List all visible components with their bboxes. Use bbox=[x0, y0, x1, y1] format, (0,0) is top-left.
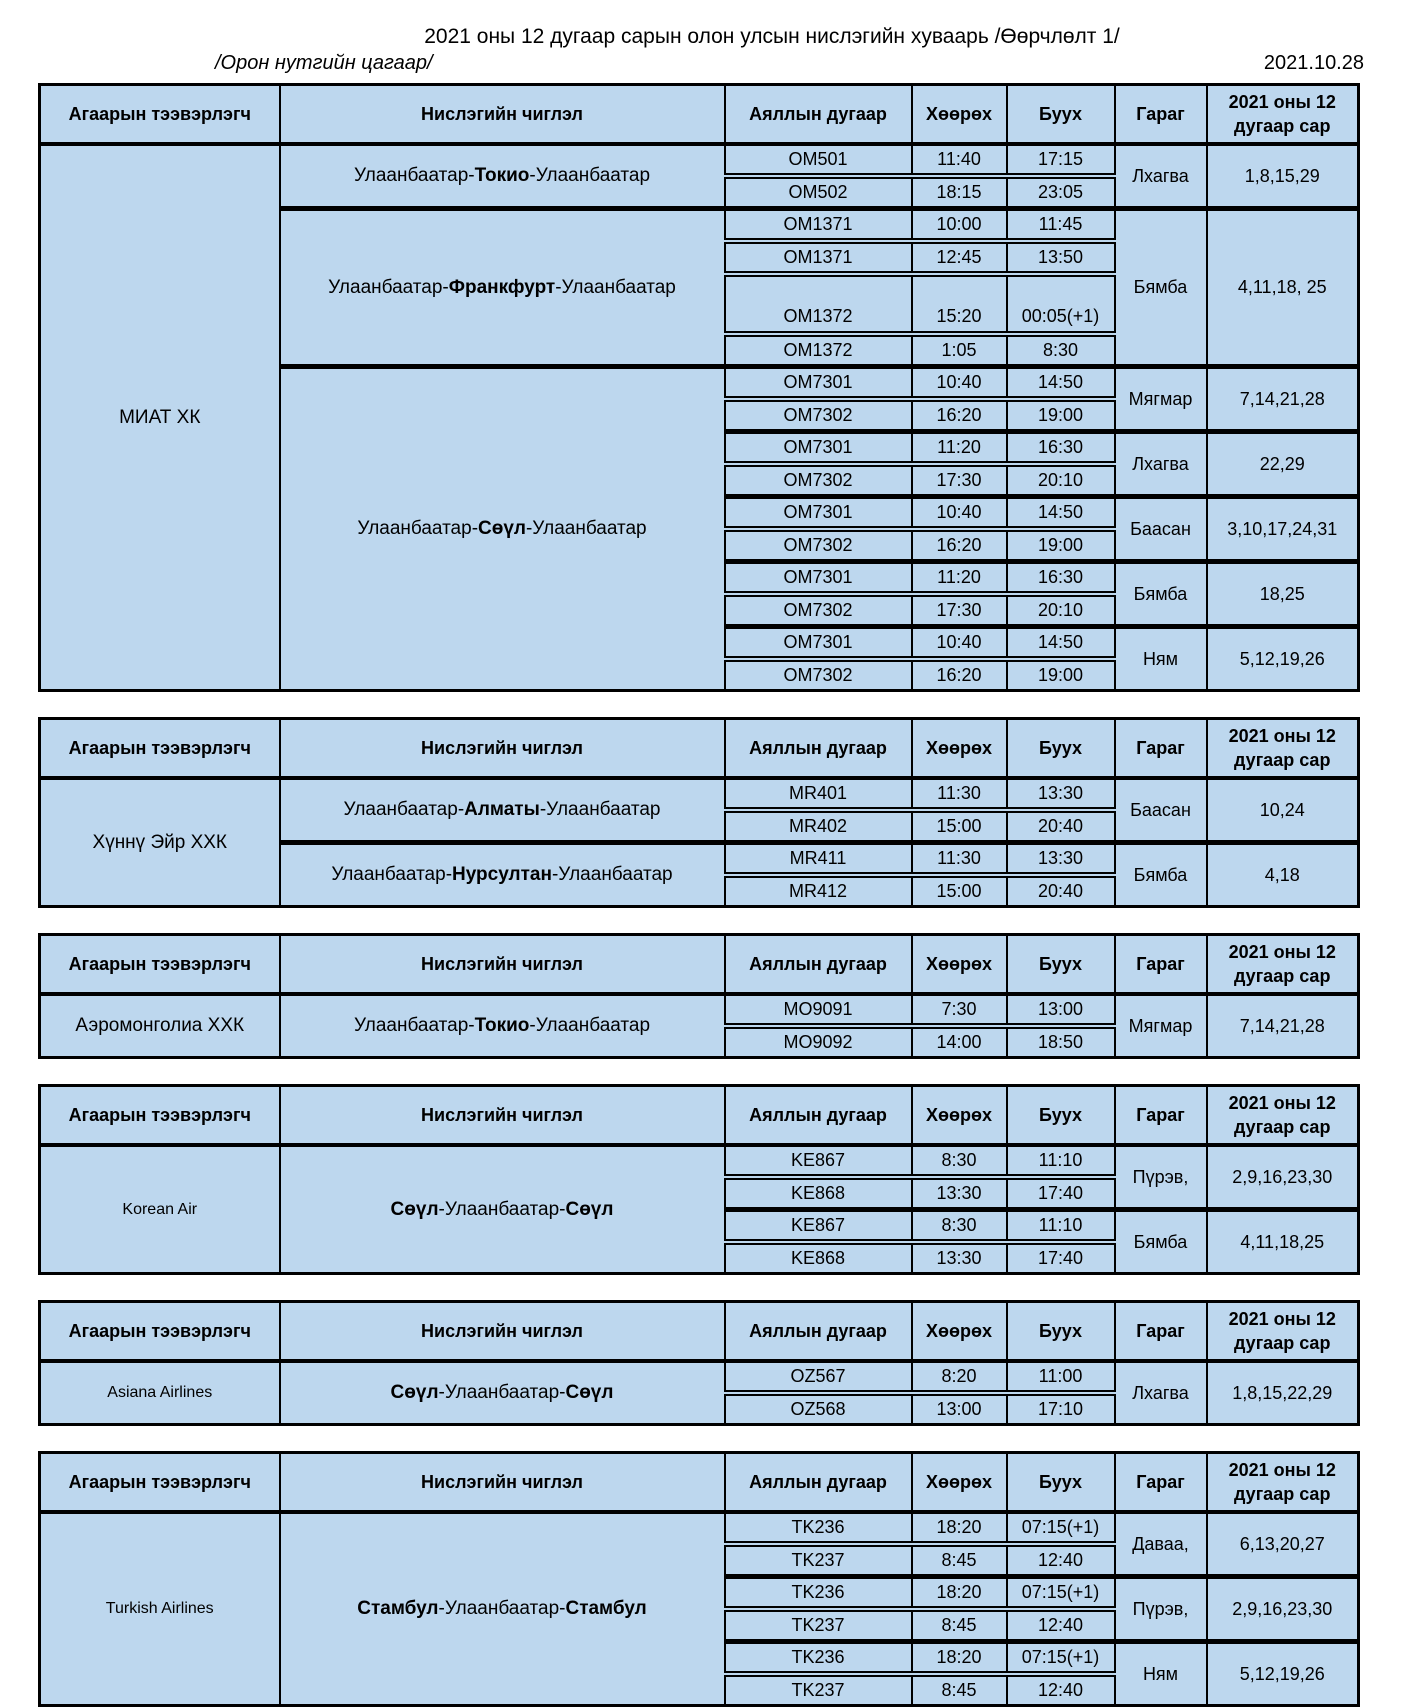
arrival-time-cell: 19:00 bbox=[1007, 529, 1115, 562]
flight-number-cell: MO9091 bbox=[725, 994, 912, 1026]
weekday-cell: Ням bbox=[1115, 1642, 1207, 1706]
departure-time-cell: 11:20 bbox=[912, 432, 1007, 465]
weekday-cell: Бямба bbox=[1115, 562, 1207, 627]
schedule-table bbox=[38, 83, 1360, 692]
route-cell bbox=[280, 1145, 725, 1274]
weekday-cell: Бямба bbox=[1115, 843, 1207, 907]
departure-time-cell: 16:20 bbox=[912, 399, 1007, 432]
departure-time-cell: 18:20 bbox=[912, 1577, 1007, 1610]
route-segment: Стамбул bbox=[565, 1598, 647, 1620]
column-header: Хөөрөх bbox=[912, 1302, 1007, 1362]
departure-time-cell: 16:20 bbox=[912, 529, 1007, 562]
column-header: Гараг bbox=[1115, 719, 1207, 779]
arrival-time-cell: 17:15 bbox=[1007, 144, 1115, 176]
flight-number-cell: OM7301 bbox=[725, 627, 912, 660]
column-header: Нислэгийн чиглэл bbox=[280, 1302, 725, 1362]
flight-row bbox=[40, 778, 1359, 810]
arrival-time-cell: 16:30 bbox=[1007, 432, 1115, 465]
schedule-table bbox=[38, 1451, 1360, 1707]
column-header: Хөөрөх bbox=[912, 85, 1007, 145]
route-segment: Сөүл bbox=[478, 518, 526, 540]
column-header: Гараг bbox=[1115, 1453, 1207, 1513]
arrival-time-cell: 18:50 bbox=[1007, 1026, 1115, 1058]
arrival-time-cell: 16:30 bbox=[1007, 562, 1115, 595]
column-header: Агаарын тээвэрлэгч bbox=[40, 1453, 280, 1513]
flight-number-cell: MR401 bbox=[725, 778, 912, 810]
departure-time-cell: 10:00 bbox=[912, 209, 1007, 242]
flight-number-cell: OM7301 bbox=[725, 367, 912, 400]
column-header: Гараг bbox=[1115, 1302, 1207, 1362]
dates-cell: 7,14,21,28 bbox=[1207, 994, 1359, 1058]
flight-row bbox=[40, 1512, 1359, 1544]
flight-row bbox=[40, 1361, 1359, 1393]
flight-number-cell: OM7302 bbox=[725, 399, 912, 432]
route-segment: Улаанбаатар- bbox=[357, 518, 479, 540]
flight-number-cell: OM1371 bbox=[725, 209, 912, 242]
column-header: Хөөрөх bbox=[912, 719, 1007, 779]
departure-time-cell: 13:30 bbox=[912, 1177, 1007, 1210]
route-segment: Сөүл bbox=[390, 1198, 439, 1220]
arrival-time-cell: 17:40 bbox=[1007, 1177, 1115, 1210]
column-header: 2021 оны 12 дугаар сар bbox=[1207, 935, 1359, 995]
column-header: Нислэгийн чиглэл bbox=[280, 1086, 725, 1146]
route-segment: Улаанбаатар- bbox=[331, 864, 453, 886]
column-header: Буух bbox=[1007, 719, 1115, 779]
title-block bbox=[0, 0, 1404, 75]
flight-number-cell: OM7302 bbox=[725, 529, 912, 562]
weekday-cell: Лхагва bbox=[1115, 432, 1207, 497]
carrier-cell: МИАТ ХК bbox=[40, 144, 280, 691]
arrival-time-cell: 14:50 bbox=[1007, 627, 1115, 660]
route-cell bbox=[280, 144, 725, 209]
flight-number-cell: OM1371 bbox=[725, 241, 912, 274]
flight-number-cell: OM7301 bbox=[725, 432, 912, 465]
route-segment: Сөүл bbox=[565, 1382, 614, 1404]
flight-number-cell: OM7301 bbox=[725, 497, 912, 530]
route-cell bbox=[280, 994, 725, 1058]
arrival-time-cell: 19:00 bbox=[1007, 659, 1115, 691]
flight-number-cell: TK237 bbox=[725, 1674, 912, 1706]
flight-row bbox=[40, 1145, 1359, 1177]
carrier-cell: Аэромонголиа ХХК bbox=[40, 994, 280, 1058]
route-segment: -Улаанбаатар bbox=[525, 518, 647, 540]
route-segment: Улаанбаатар- bbox=[328, 276, 449, 298]
column-header: 2021 оны 12 дугаар сар bbox=[1207, 1453, 1359, 1513]
flight-number-cell: OM501 bbox=[725, 144, 912, 176]
arrival-time-cell: 13:30 bbox=[1007, 778, 1115, 810]
departure-time-cell: 8:45 bbox=[912, 1544, 1007, 1577]
column-header: Хөөрөх bbox=[912, 1453, 1007, 1513]
arrival-time-cell: 11:00 bbox=[1007, 1361, 1115, 1393]
flight-number-cell: OZ567 bbox=[725, 1361, 912, 1393]
dates-cell: 1,8,15,29 bbox=[1207, 144, 1359, 209]
arrival-time-cell: 11:10 bbox=[1007, 1145, 1115, 1177]
route-segment: Сөүл bbox=[565, 1198, 614, 1220]
weekday-cell: Пүрэв, bbox=[1115, 1577, 1207, 1642]
route-segment: Сөүл bbox=[390, 1382, 439, 1404]
departure-time-cell: 18:20 bbox=[912, 1642, 1007, 1675]
dates-cell: 7,14,21,28 bbox=[1207, 367, 1359, 432]
dates-cell: 4,18 bbox=[1207, 843, 1359, 907]
column-header: Аяллын дугаар bbox=[725, 719, 912, 779]
column-header: Агаарын тээвэрлэгч bbox=[40, 1086, 280, 1146]
arrival-time-cell: 17:40 bbox=[1007, 1242, 1115, 1274]
dates-cell: 6,13,20,27 bbox=[1207, 1512, 1359, 1577]
column-header: Буух bbox=[1007, 1086, 1115, 1146]
departure-time-cell: 10:40 bbox=[912, 627, 1007, 660]
carrier-cell: Asiana Airlines bbox=[40, 1361, 280, 1425]
route-segment: -Улаанбаатар bbox=[555, 276, 676, 298]
arrival-time-cell: 07:15(+1) bbox=[1007, 1512, 1115, 1544]
flight-number-cell: OZ568 bbox=[725, 1393, 912, 1425]
column-header: Аяллын дугаар bbox=[725, 85, 912, 145]
route-segment: Стамбул bbox=[357, 1598, 439, 1620]
departure-time-cell: 11:40 bbox=[912, 144, 1007, 176]
arrival-time-cell: 00:05(+1) bbox=[1007, 274, 1115, 334]
column-header: Агаарын тээвэрлэгч bbox=[40, 719, 280, 779]
arrival-time-cell: 20:40 bbox=[1007, 875, 1115, 907]
arrival-time-cell: 20:10 bbox=[1007, 464, 1115, 497]
flight-row bbox=[40, 994, 1359, 1026]
column-header: Аяллын дугаар bbox=[725, 1302, 912, 1362]
flight-number-cell: MO9092 bbox=[725, 1026, 912, 1058]
weekday-cell: Бямба bbox=[1115, 209, 1207, 367]
arrival-time-cell: 19:00 bbox=[1007, 399, 1115, 432]
carrier-cell: Korean Air bbox=[40, 1145, 280, 1274]
flight-number-cell: TK236 bbox=[725, 1642, 912, 1675]
flight-number-cell: TK236 bbox=[725, 1512, 912, 1544]
departure-time-cell: 11:30 bbox=[912, 778, 1007, 810]
schedule-table bbox=[38, 717, 1360, 908]
dates-cell: 18,25 bbox=[1207, 562, 1359, 627]
column-header: Нислэгийн чиглэл bbox=[280, 1453, 725, 1513]
arrival-time-cell: 14:50 bbox=[1007, 497, 1115, 530]
dates-cell: 3,10,17,24,31 bbox=[1207, 497, 1359, 562]
weekday-cell: Лхагва bbox=[1115, 1361, 1207, 1425]
route-cell bbox=[280, 778, 725, 843]
route-cell bbox=[280, 1361, 725, 1425]
dates-cell: 2,9,16,23,30 bbox=[1207, 1145, 1359, 1210]
weekday-cell: Бямба bbox=[1115, 1210, 1207, 1274]
arrival-time-cell: 8:30 bbox=[1007, 334, 1115, 367]
flight-number-cell: KE868 bbox=[725, 1242, 912, 1274]
dates-cell: 4,11,18,25 bbox=[1207, 1210, 1359, 1274]
arrival-time-cell: 12:40 bbox=[1007, 1609, 1115, 1642]
weekday-cell: Ням bbox=[1115, 627, 1207, 691]
arrival-time-cell: 12:40 bbox=[1007, 1544, 1115, 1577]
departure-time-cell: 10:40 bbox=[912, 367, 1007, 400]
departure-time-cell: 1:05 bbox=[912, 334, 1007, 367]
arrival-time-cell: 17:10 bbox=[1007, 1393, 1115, 1425]
weekday-cell: Баасан bbox=[1115, 497, 1207, 562]
column-header: Хөөрөх bbox=[912, 1086, 1007, 1146]
departure-time-cell: 15:00 bbox=[912, 810, 1007, 843]
subtitle-row bbox=[215, 52, 1364, 75]
dates-cell: 10,24 bbox=[1207, 778, 1359, 843]
flight-row bbox=[40, 144, 1359, 176]
arrival-time-cell: 07:15(+1) bbox=[1007, 1577, 1115, 1610]
departure-time-cell: 18:15 bbox=[912, 176, 1007, 209]
column-header: Буух bbox=[1007, 85, 1115, 145]
departure-time-cell: 17:30 bbox=[912, 594, 1007, 627]
route-cell bbox=[280, 843, 725, 907]
weekday-cell: Мягмар bbox=[1115, 994, 1207, 1058]
arrival-time-cell: 13:00 bbox=[1007, 994, 1115, 1026]
carrier-cell: Turkish Airlines bbox=[40, 1512, 280, 1706]
departure-time-cell: 18:20 bbox=[912, 1512, 1007, 1544]
dates-cell: 5,12,19,26 bbox=[1207, 627, 1359, 691]
departure-time-cell: 15:00 bbox=[912, 875, 1007, 907]
column-header: Гараг bbox=[1115, 1086, 1207, 1146]
departure-time-cell: 15:20 bbox=[912, 274, 1007, 334]
column-header: Агаарын тээвэрлэгч bbox=[40, 1302, 280, 1362]
dates-cell: 1,8,15,22,29 bbox=[1207, 1361, 1359, 1425]
flight-number-cell: MR411 bbox=[725, 843, 912, 876]
weekday-cell: Мягмар bbox=[1115, 367, 1207, 432]
departure-time-cell: 11:30 bbox=[912, 843, 1007, 876]
column-header: 2021 оны 12 дугаар сар bbox=[1207, 1086, 1359, 1146]
flight-number-cell: TK237 bbox=[725, 1609, 912, 1642]
column-header: Гараг bbox=[1115, 85, 1207, 145]
departure-time-cell: 13:00 bbox=[912, 1393, 1007, 1425]
route-segment: -Улаанбаатар bbox=[529, 165, 651, 187]
column-header: Гараг bbox=[1115, 935, 1207, 995]
route-segment: Франкфурт bbox=[448, 276, 556, 298]
route-segment: Нурсултан bbox=[452, 864, 552, 886]
flight-number-cell: TK236 bbox=[725, 1577, 912, 1610]
schedule-table bbox=[38, 1300, 1360, 1426]
flight-number-cell: OM7302 bbox=[725, 659, 912, 691]
page-title: 2021 оны 12 дугаар сарын олон улсын нислэгийн хуваарь /Өөрчлөлт 1/ bbox=[424, 25, 1120, 48]
flight-number-cell: OM1372 bbox=[725, 274, 912, 334]
arrival-time-cell: 23:05 bbox=[1007, 176, 1115, 209]
route-segment: -Улаанбаатар- bbox=[438, 1198, 566, 1220]
timezone-note: /Орон нутгийн цагаар/ bbox=[215, 52, 433, 75]
flight-number-cell: OM7302 bbox=[725, 464, 912, 497]
arrival-time-cell: 13:50 bbox=[1007, 241, 1115, 274]
column-header: Хөөрөх bbox=[912, 935, 1007, 995]
route-segment: -Улаанбаатар- bbox=[438, 1598, 566, 1620]
dates-cell: 2,9,16,23,30 bbox=[1207, 1577, 1359, 1642]
route-segment: Токио bbox=[474, 1015, 530, 1037]
column-header: Агаарын тээвэрлэгч bbox=[40, 85, 280, 145]
arrival-time-cell: 11:10 bbox=[1007, 1210, 1115, 1243]
departure-time-cell: 13:30 bbox=[912, 1242, 1007, 1274]
route-segment: Улаанбаатар- bbox=[353, 1015, 475, 1037]
dates-cell: 4,11,18, 25 bbox=[1207, 209, 1359, 367]
route-segment: Улаанбаатар- bbox=[343, 799, 465, 821]
column-header: Агаарын тээвэрлэгч bbox=[40, 935, 280, 995]
flight-number-cell: OM7301 bbox=[725, 562, 912, 595]
flight-number-cell: KE867 bbox=[725, 1145, 912, 1177]
column-header: Нислэгийн чиглэл bbox=[280, 85, 725, 145]
arrival-time-cell: 13:30 bbox=[1007, 843, 1115, 876]
weekday-cell: Пүрэв, bbox=[1115, 1145, 1207, 1210]
route-segment: Улаанбаатар- bbox=[353, 165, 475, 187]
departure-time-cell: 11:20 bbox=[912, 562, 1007, 595]
column-header: Буух bbox=[1007, 1302, 1115, 1362]
route-segment: -Улаанбаатар bbox=[539, 799, 661, 821]
arrival-time-cell: 11:45 bbox=[1007, 209, 1115, 242]
arrival-time-cell: 20:40 bbox=[1007, 810, 1115, 843]
revision-date: 2021.10.28 bbox=[1263, 52, 1364, 75]
flight-number-cell: MR402 bbox=[725, 810, 912, 843]
weekday-cell: Даваа, bbox=[1115, 1512, 1207, 1577]
schedule-table bbox=[38, 1084, 1360, 1275]
flight-number-cell: TK237 bbox=[725, 1544, 912, 1577]
flight-number-cell: KE867 bbox=[725, 1210, 912, 1243]
column-header: 2021 оны 12 дугаар сар bbox=[1207, 1302, 1359, 1362]
dates-cell: 5,12,19,26 bbox=[1207, 1642, 1359, 1706]
flight-number-cell: OM1372 bbox=[725, 334, 912, 367]
route-segment: Токио bbox=[474, 165, 530, 187]
column-header: Аяллын дугаар bbox=[725, 1453, 912, 1513]
route-segment: Алматы bbox=[464, 799, 540, 821]
route-cell bbox=[280, 209, 725, 367]
departure-time-cell: 8:45 bbox=[912, 1674, 1007, 1706]
route-segment: -Улаанбаатар bbox=[551, 864, 673, 886]
column-header: Буух bbox=[1007, 1453, 1115, 1513]
flight-number-cell: KE868 bbox=[725, 1177, 912, 1210]
carrier-cell: Хүннү Эйр ХХК bbox=[40, 778, 280, 907]
column-header: Аяллын дугаар bbox=[725, 1086, 912, 1146]
route-cell bbox=[280, 367, 725, 691]
departure-time-cell: 8:20 bbox=[912, 1361, 1007, 1393]
column-header: Нислэгийн чиглэл bbox=[280, 719, 725, 779]
departure-time-cell: 8:30 bbox=[912, 1210, 1007, 1243]
route-segment: -Улаанбаатар- bbox=[438, 1382, 566, 1404]
departure-time-cell: 12:45 bbox=[912, 241, 1007, 274]
route-segment: -Улаанбаатар bbox=[529, 1015, 651, 1037]
tables-region bbox=[0, 83, 1404, 1707]
column-header: Нислэгийн чиглэл bbox=[280, 935, 725, 995]
weekday-cell: Баасан bbox=[1115, 778, 1207, 843]
flight-number-cell: OM502 bbox=[725, 176, 912, 209]
arrival-time-cell: 07:15(+1) bbox=[1007, 1642, 1115, 1675]
departure-time-cell: 16:20 bbox=[912, 659, 1007, 691]
arrival-time-cell: 14:50 bbox=[1007, 367, 1115, 400]
departure-time-cell: 7:30 bbox=[912, 994, 1007, 1026]
dates-cell: 22,29 bbox=[1207, 432, 1359, 497]
departure-time-cell: 17:30 bbox=[912, 464, 1007, 497]
column-header: 2021 оны 12 дугаар сар bbox=[1207, 85, 1359, 145]
column-header: Аяллын дугаар bbox=[725, 935, 912, 995]
flight-number-cell: OM7302 bbox=[725, 594, 912, 627]
departure-time-cell: 8:30 bbox=[912, 1145, 1007, 1177]
column-header: Буух bbox=[1007, 935, 1115, 995]
arrival-time-cell: 20:10 bbox=[1007, 594, 1115, 627]
flight-number-cell: MR412 bbox=[725, 875, 912, 907]
departure-time-cell: 8:45 bbox=[912, 1609, 1007, 1642]
column-header: 2021 оны 12 дугаар сар bbox=[1207, 719, 1359, 779]
schedule-table bbox=[38, 933, 1360, 1059]
arrival-time-cell: 12:40 bbox=[1007, 1674, 1115, 1706]
departure-time-cell: 14:00 bbox=[912, 1026, 1007, 1058]
departure-time-cell: 10:40 bbox=[912, 497, 1007, 530]
route-cell bbox=[280, 1512, 725, 1706]
weekday-cell: Лхагва bbox=[1115, 144, 1207, 209]
